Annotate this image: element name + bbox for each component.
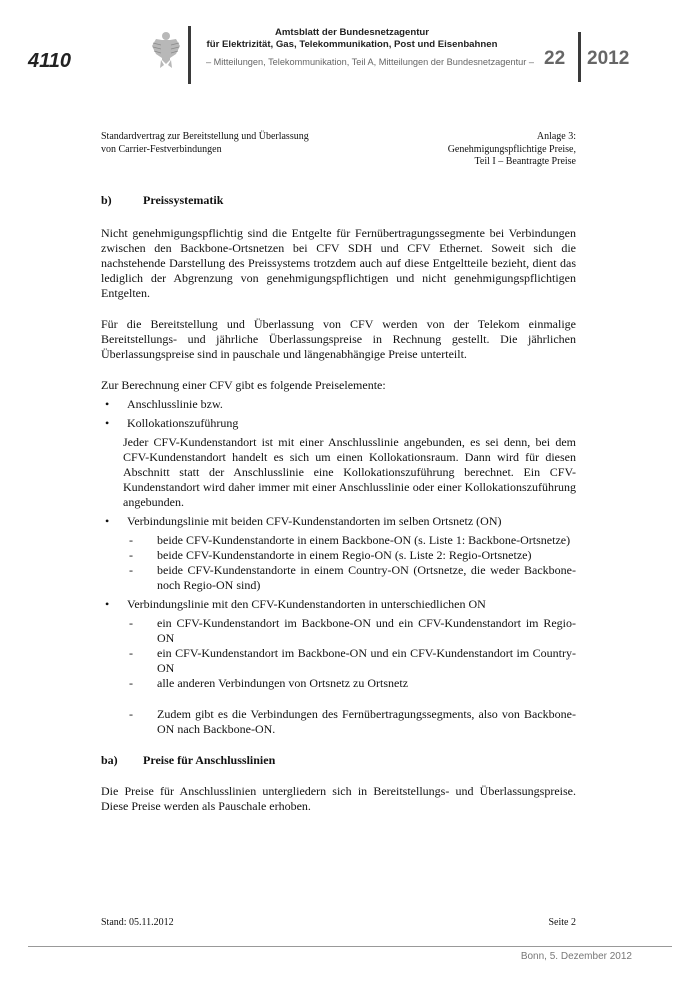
sub-list-item: - ein CFV-Kundenstandort im Backbone-ON und ein CFV-Kundenstandort im Country-ON bbox=[129, 646, 576, 675]
list-item: • Kollokationszuführung bbox=[105, 416, 239, 430]
footer-divider bbox=[28, 946, 672, 947]
paragraph: Die Preise für Anschlusslinien untergliedern sich in Bereitstellungs- und Überlassungspreise. Diese Preise werden als Pauschale erhoben. bbox=[101, 784, 576, 813]
gazette-title: Amtsblatt der Bundesnetzagentur für Elektrizität, Gas, Telekommunikation, Post und Eisenbahnen bbox=[206, 27, 498, 50]
footer-date: Bonn, 5. Dezember 2012 bbox=[520, 951, 632, 962]
sub-list-item: - Zudem gibt es die Verbindungen des Fernübertragungssegments, also von Backbone-ON nach Backbone-ON. bbox=[129, 707, 576, 736]
issue-divider bbox=[578, 32, 581, 82]
sub-list-item: - beide CFV-Kundenstandorte in einem Regio-ON (s. Liste 2: Regio-Ortsnetze) bbox=[129, 548, 532, 562]
issue-number: 22 bbox=[544, 48, 566, 69]
paragraph: Jeder CFV-Kundenstandort ist mit einer Anschlusslinie angebunden, es sei denn, bei dem CFV-Kundenstandort handelt es sich um einen Kollokationsraum. Dann wird für diesen Abschnitt statt der Anschlusslinie eine Kollokationszuführung berechnet. Ein CFV-Kundenstandort wird daher immer mit einer Anschlusslinie oder einer Kollokationszuführung angebunden. bbox=[123, 435, 576, 509]
sub-list-item: - beide CFV-Kundenstandorte in einem Backbone-ON (s. Liste 1: Backbone-Ortsnetze) bbox=[129, 533, 571, 547]
section-title: Preissystematik bbox=[143, 193, 224, 207]
section-heading bbox=[101, 753, 576, 768]
sub-list-item: - ein CFV-Kundenstandort im Backbone-ON und ein CFV-Kundenstandort im Regio-ON bbox=[129, 616, 576, 645]
annex-title: Anlage 3: Genehmigungspflichtige Preise, Teil I – Beantragte Preise bbox=[447, 131, 576, 167]
paragraph: Für die Bereitstellung und Überlassung von CFV werden von der Telekom einmalige Bereitstellungs- und jährliche Überlassungspreise in Rechnung gestellt. Die jährlichen Überlassungspreise sind in pauschale und längenabhängige Preise unterteilt. bbox=[101, 317, 576, 361]
paragraph: Zur Berechnung einer CFV gibt es folgende Preiselemente: bbox=[101, 378, 386, 392]
list-item: • Verbindungslinie mit den CFV-Kundenstandorten in unterschiedlichen ON bbox=[105, 597, 486, 611]
contract-title: Standardvertrag zur Bereitstellung und Überlassung von Carrier-Festverbindungen bbox=[101, 131, 309, 155]
gazette-subtitle: – Mitteilungen, Telekommunikation, Teil A, Mitteilungen der Bundesnetzagentur – bbox=[205, 57, 534, 67]
federal-eagle-icon bbox=[150, 30, 182, 70]
section-title: Preise für Anschlusslinien bbox=[143, 753, 276, 767]
section-label: ba) bbox=[101, 753, 118, 767]
footer-stand: Stand: 05.11.2012 bbox=[101, 917, 174, 928]
sub-list-item: - beide CFV-Kundenstandorte in einem Country-ON (Ortsnetze, die weder Backbone- noch Regio-ON sind) bbox=[129, 563, 576, 592]
header-divider bbox=[188, 26, 191, 84]
section-heading bbox=[101, 193, 576, 208]
page-number: 4110 bbox=[28, 50, 72, 72]
issue-year: 2012 bbox=[587, 48, 630, 69]
footer-page: Seite 2 bbox=[548, 917, 576, 928]
main-content bbox=[101, 193, 576, 814]
sub-list-item: - alle anderen Verbindungen von Ortsnetz zu Ortsnetz bbox=[129, 676, 409, 690]
list-item: • Verbindungslinie mit beiden CFV-Kundenstandorten im selben Ortsnetz (ON) bbox=[105, 514, 502, 528]
list-item: • Anschlusslinie bzw. bbox=[105, 397, 223, 411]
paragraph: Nicht genehmigungspflichtig sind die Entgelte für Fernübertragungssegmente bei Verbindungen zwischen den Backbone-Ortsnetzen bei CFV SDH und CFV Ethernet. Soweit sich die nachstehende Darstellung des Preissystems trotzdem auch auf diese Entgeltteile bezieht, dient das lediglich der Abgrenzung von genehmigungspflichtigen und nicht genehmigungspflichtigen Entgelten. bbox=[101, 226, 576, 300]
section-label: b) bbox=[101, 193, 112, 207]
